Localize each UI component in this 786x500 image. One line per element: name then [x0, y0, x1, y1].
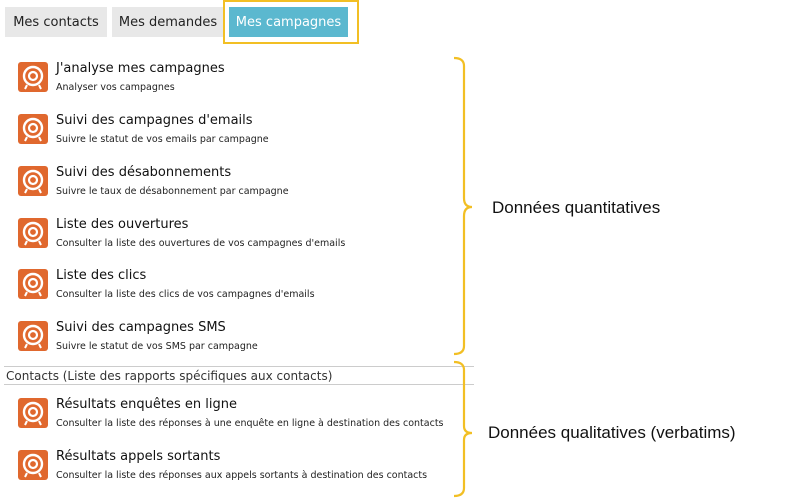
report-title: Résultats appels sortants	[56, 449, 221, 464]
report-item-ouvertures[interactable]	[18, 218, 488, 258]
target-icon	[18, 450, 48, 480]
report-item-clics[interactable]	[18, 269, 488, 309]
target-icon	[18, 269, 48, 299]
report-item-appels[interactable]	[18, 450, 488, 490]
report-description: Suivre le statut de vos emails par campagne	[56, 134, 269, 145]
target-icon	[18, 62, 48, 92]
report-title: Liste des clics	[56, 268, 147, 283]
target-icon	[18, 321, 48, 351]
report-description: Consulter la liste des ouvertures de vos campagnes d'emails	[56, 238, 346, 249]
report-description: Consulter la liste des clics de vos campagnes d'emails	[56, 289, 315, 300]
tab-bar	[0, 0, 786, 46]
report-title: J'analyse mes campagnes	[56, 61, 225, 76]
report-title: Liste des ouvertures	[56, 217, 189, 232]
tab-mes-contacts[interactable]: Mes contacts	[5, 7, 107, 37]
annotation-quantitative: Données quantitatives	[492, 198, 661, 217]
report-item-desabonnements[interactable]	[18, 166, 488, 206]
annotation-braces	[450, 56, 486, 500]
report-title: Suivi des campagnes SMS	[56, 320, 226, 335]
report-item-analyse[interactable]	[18, 62, 488, 102]
target-icon	[18, 114, 48, 144]
report-item-enquetes[interactable]	[18, 398, 488, 438]
report-description: Suivre le statut de vos SMS par campagne	[56, 341, 258, 352]
target-icon	[18, 218, 48, 248]
report-title: Suivi des campagnes d'emails	[56, 113, 253, 128]
report-item-sms[interactable]	[18, 321, 488, 361]
report-item-suivi-emails[interactable]	[18, 114, 488, 154]
target-icon	[18, 398, 48, 428]
report-title: Résultats enquêtes en ligne	[56, 397, 237, 412]
report-title: Suivi des désabonnements	[56, 165, 232, 180]
report-description: Suivre le taux de désabonnement par campagne	[56, 186, 289, 197]
report-description: Consulter la liste des réponses à une enquête en ligne à destination des contacts	[56, 418, 444, 429]
report-description: Analyser vos campagnes	[56, 82, 175, 93]
report-description: Consulter la liste des réponses aux appels sortants à destination des contacts	[56, 470, 428, 481]
tab-mes-campagnes[interactable]: Mes campagnes	[229, 7, 348, 37]
annotation-qualitative: Données qualitatives (verbatims)	[488, 423, 736, 442]
tab-mes-demandes[interactable]: Mes demandes	[112, 7, 224, 37]
target-icon	[18, 166, 48, 196]
section-header-contacts: Contacts (Liste des rapports spécifiques aux contacts)	[4, 366, 474, 385]
